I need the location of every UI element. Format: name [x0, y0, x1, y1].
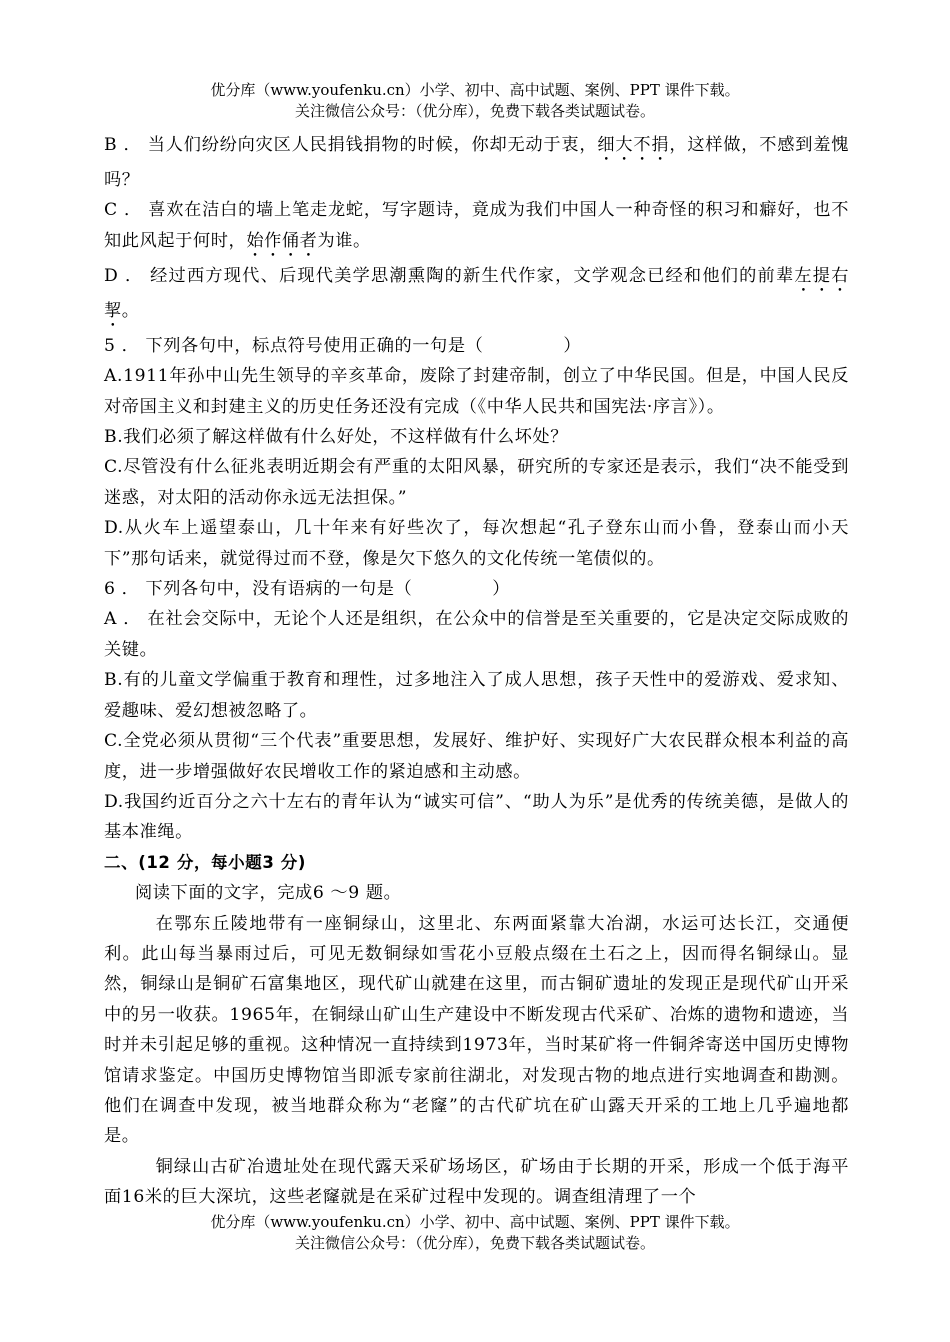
- q4-b-text: B ． 当人们纷纷向灾区人民捐钱捐物的时候，你却无动于衷，: [104, 135, 598, 155]
- q4-option-b: [104, 130, 849, 195]
- section-2-instruction: 阅读下面的文字，完成6 ～9 题。: [134, 883, 402, 904]
- q6-option-a: A ． 在社会交际中，无论个人还是组织，在公众中的信誉是至关重要的，它是决定交际成败的关键。: [104, 609, 849, 660]
- q4-b-text-end: ，这样做，不感到羞愧吗？: [104, 135, 849, 190]
- q6-stem-text: 6 ． 下列各句中，没有语病的一句是（: [104, 579, 413, 600]
- q5-stem-close: ）: [563, 335, 582, 356]
- q5-option-a: A.1911年孙中山先生领导的辛亥革命，废除了封建帝制，创立了中华民国。但是，中国人民反对帝国主义和封建主义的历史任务还没有完成（《中华人民共和国宪法·序言》）。: [104, 366, 849, 417]
- q4-option-c: [104, 195, 849, 260]
- q4-d-text: D ． 经过西方现代、后现代美学思潮熏陶的新生代作家，文学观念已经和他们的前辈: [104, 265, 795, 286]
- document-body: [104, 130, 849, 1213]
- q4-c-text: C ． 喜欢在洁白的墙上笔走龙蛇，写字题诗，竟成为我们中国人一种奇怪的积习和癖好，也不知此风起于何时，: [104, 200, 849, 251]
- header-line-1: 优分库（www.youfenku.cn）小学、初中、高中试题、案例、PPT 课件下载。: [210, 81, 740, 99]
- header-line-2: 关注微信公众号：（优分库），免费下载各类试题试卷。: [294, 102, 655, 120]
- q5-option-c: C.尽管没有什么征兆表明近期会有严重的太阳风暴，研究所的专家还是表示，我们“决不能受到迷惑，对太阳的活动你永远无法担保。”: [104, 457, 849, 508]
- section-2-title: 二、(12 分，每小题3 分): [104, 852, 307, 872]
- q5-stem-text: 5 ． 下列各句中，标点符号使用正确的一句是（: [104, 335, 484, 356]
- passage-paragraph-1: 在鄂东丘陵地带有一座铜绿山，这里北、东两面紧靠大冶湖，水运可达长江，交通便利。此山每当暴雨过后，可见无数铜绿如雪花小豆般点缀在土石之上，因而得名铜绿山。显然，铜绿山是铜矿石富集地区，现代矿山就建在这里，而古铜矿遗址的发现正是现代矿山开采中的另一收获。1965年，在铜绿山矿山生产建设中不断发现古代采矿、冶炼的遗物和遗迹，当时并未引起足够的重视。这种情况一直持续到1973年，当时某矿将一件铜斧寄送中国历史博物馆请求鉴定。中国历史博物馆当即派专家前往湖北，对发现古物的地点进行实地调查和勘测。他们在调查中发现，被当地群众称为“老窿”的古代矿坑在矿山露天开采的工地上几乎遍地都是。: [104, 913, 849, 1147]
- footer-line-1: 优分库（www.youfenku.cn）小学、初中、高中试题、案例、PPT 课件下载。: [210, 1213, 740, 1231]
- q4-d-idiom: 左提右挈: [104, 265, 849, 321]
- passage-paragraph-2: 铜绿山古矿冶遗址处在现代露天采矿场场区，矿场由于长期的开采，形成一个低于海平面16米的巨大深坑，这些老窿就是在采矿过程中发现的。调查组清理了一个: [104, 1156, 849, 1208]
- q4-c-text-end: 为谁。: [317, 230, 371, 251]
- q4-b-idiom: 细大不捐: [597, 135, 670, 155]
- q6-option-c: C.全党必须从贯彻“三个代表”重要思想，发展好、维护好、实现好广大农民群众根本利益的高度，进一步增强做好农民增收工作的紧迫感和主动感。: [104, 731, 849, 782]
- q6-stem-close: ）: [492, 579, 511, 600]
- q6-option-b: B.有的儿童文学偏重于教育和理性，过多地注入了成人思想，孩子天性中的爱游戏、爱求知、爱趣味、爱幻想被忽略了。: [104, 670, 849, 721]
- q4-option-d: [104, 261, 849, 331]
- page-header-top: [0, 80, 950, 122]
- q4-c-idiom: 始作俑者: [246, 230, 318, 251]
- page-footer: [0, 1212, 950, 1254]
- footer-line-2: 关注微信公众号：（优分库），免费下载各类试题试卷。: [294, 1234, 655, 1252]
- q4-d-text-end: 。: [121, 300, 140, 321]
- q6-stem: [104, 574, 849, 604]
- q6-option-d: D.我国约近百分之六十左右的青年认为“诚实可信”、“助人为乐”是优秀的传统美德，是做人的基本准绳。: [104, 791, 849, 843]
- q5-option-b: B.我们必须了解这样做有什么好处，不这样做有什么坏处？: [104, 427, 568, 448]
- q5-option-d: D.从火车上遥望泰山，几十年来有好些次了，每次想起“孔子登东山而小鲁，登泰山而小天下”那句话来，就觉得过而不登，像是欠下悠久的文化传统一笔债似的。: [104, 518, 849, 569]
- q5-stem: [104, 331, 849, 361]
